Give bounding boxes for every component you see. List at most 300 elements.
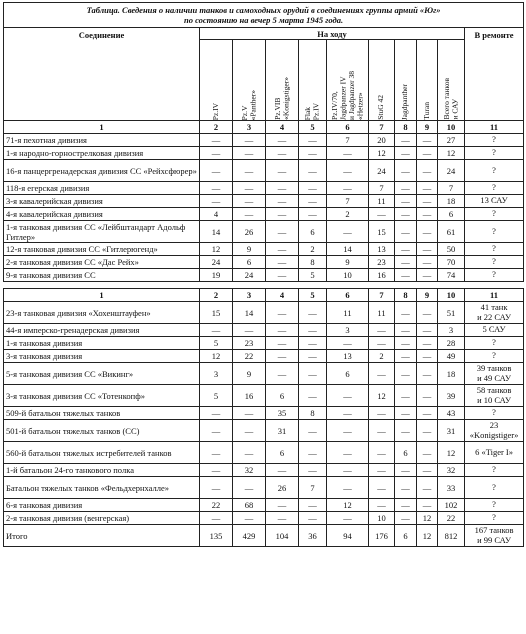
column-index: 9 bbox=[417, 289, 438, 302]
column-index: 7 bbox=[369, 121, 395, 134]
column-index: 11 bbox=[465, 289, 524, 302]
value-cell: — bbox=[266, 160, 299, 182]
value-cell: — bbox=[266, 134, 299, 147]
value-cell: — bbox=[327, 407, 369, 420]
repair-cell: ? bbox=[465, 182, 524, 195]
value-cell: 7 bbox=[327, 134, 369, 147]
column-index: 1 bbox=[4, 289, 200, 302]
value-cell: — bbox=[395, 385, 417, 407]
value-cell: — bbox=[395, 302, 417, 324]
column-header bbox=[299, 40, 327, 121]
value-cell: — bbox=[395, 407, 417, 420]
table-row bbox=[4, 134, 524, 147]
repair-cell: 23 «Konigstiger» bbox=[465, 420, 524, 442]
column-header-label: Всего танков и САУ bbox=[441, 78, 459, 120]
value-cell: — bbox=[369, 324, 395, 337]
value-cell: 22 bbox=[200, 499, 233, 512]
value-cell: — bbox=[369, 442, 395, 464]
value-cell: 7 bbox=[438, 182, 465, 195]
value-cell: — bbox=[369, 477, 395, 499]
column-header-label: Pz.IV/70, Jagdpanzer IV и Jagdpanzer 38 «Hetzer» bbox=[329, 71, 364, 120]
value-cell: 16 bbox=[369, 269, 395, 282]
value-cell: — bbox=[266, 256, 299, 269]
value-cell: — bbox=[200, 407, 233, 420]
unit-name: 1-я танковая дивизия bbox=[4, 337, 200, 350]
table-row bbox=[4, 243, 524, 256]
table-row bbox=[4, 350, 524, 363]
value-cell: 50 bbox=[438, 243, 465, 256]
value-cell: — bbox=[417, 134, 438, 147]
value-cell: 12 bbox=[369, 147, 395, 160]
value-cell: 31 bbox=[266, 420, 299, 442]
repair-cell: ? bbox=[465, 477, 524, 499]
value-cell: 22 bbox=[438, 512, 465, 525]
column-header bbox=[266, 40, 299, 121]
value-cell: 32 bbox=[438, 464, 465, 477]
value-cell: — bbox=[233, 442, 266, 464]
value-cell: — bbox=[395, 337, 417, 350]
unit-name: 2-я танковая дивизия (венгерская) bbox=[4, 512, 200, 525]
value-cell: — bbox=[417, 221, 438, 243]
value-cell: — bbox=[233, 147, 266, 160]
section-spacer bbox=[4, 282, 524, 289]
value-cell: — bbox=[417, 324, 438, 337]
column-header-label: Turan bbox=[421, 102, 431, 120]
repair-cell: ? bbox=[465, 134, 524, 147]
value-cell: 9 bbox=[233, 243, 266, 256]
value-cell: — bbox=[395, 208, 417, 221]
column-index: 1 bbox=[4, 121, 200, 134]
column-index: 5 bbox=[299, 289, 327, 302]
column-header-label: Flak Pz.IV bbox=[303, 102, 321, 120]
value-cell: — bbox=[417, 442, 438, 464]
value-cell: 3 bbox=[327, 324, 369, 337]
value-cell: 23 bbox=[369, 256, 395, 269]
value-cell: 3 bbox=[200, 363, 233, 385]
value-cell: — bbox=[417, 243, 438, 256]
value-cell: — bbox=[200, 442, 233, 464]
value-cell: — bbox=[299, 499, 327, 512]
value-cell: 33 bbox=[438, 477, 465, 499]
value-cell: — bbox=[327, 182, 369, 195]
value-cell: 39 bbox=[438, 385, 465, 407]
value-cell: 12 bbox=[369, 385, 395, 407]
column-index: 10 bbox=[438, 289, 465, 302]
value-cell: — bbox=[266, 499, 299, 512]
value-cell: — bbox=[266, 269, 299, 282]
column-header bbox=[200, 40, 233, 121]
value-cell: 27 bbox=[438, 134, 465, 147]
repair-cell: 39 танков и 49 САУ bbox=[465, 363, 524, 385]
running-header: На ходу bbox=[200, 28, 465, 40]
table-caption bbox=[4, 3, 524, 28]
unit-name: 2-я танковая дивизия СС «Дас Рейх» bbox=[4, 256, 200, 269]
table-row bbox=[4, 147, 524, 160]
value-cell: — bbox=[200, 160, 233, 182]
column-index: 8 bbox=[395, 289, 417, 302]
value-cell: — bbox=[327, 512, 369, 525]
value-cell: 429 bbox=[233, 525, 266, 547]
value-cell: 19 bbox=[200, 269, 233, 282]
value-cell: — bbox=[200, 134, 233, 147]
value-cell: 8 bbox=[299, 407, 327, 420]
value-cell: — bbox=[266, 324, 299, 337]
value-cell: 5 bbox=[200, 385, 233, 407]
value-cell: — bbox=[417, 337, 438, 350]
table-row bbox=[4, 302, 524, 324]
column-index: 6 bbox=[327, 121, 369, 134]
repair-cell: ? bbox=[465, 160, 524, 182]
repair-header: В ремонте bbox=[465, 28, 524, 121]
value-cell: — bbox=[417, 147, 438, 160]
value-cell: — bbox=[299, 512, 327, 525]
repair-cell: ? bbox=[465, 337, 524, 350]
value-cell: 22 bbox=[233, 350, 266, 363]
value-cell: — bbox=[200, 464, 233, 477]
unit-name: 4-я кавалерийская дивизия bbox=[4, 208, 200, 221]
value-cell: 51 bbox=[438, 302, 465, 324]
value-cell: 11 bbox=[369, 302, 395, 324]
unit-name: 560-й батальон тяжелых истребителей танков bbox=[4, 442, 200, 464]
value-cell: — bbox=[395, 195, 417, 208]
table-row bbox=[4, 442, 524, 464]
value-cell: 9 bbox=[233, 363, 266, 385]
value-cell: — bbox=[266, 147, 299, 160]
unit-name: 6-я танковая дивизия bbox=[4, 499, 200, 512]
value-cell: 6 bbox=[299, 221, 327, 243]
value-cell: 12 bbox=[438, 442, 465, 464]
value-cell: — bbox=[369, 337, 395, 350]
value-cell: 26 bbox=[266, 477, 299, 499]
unit-name: 12-я танковая дивизия СС «Гитлерюгенд» bbox=[4, 243, 200, 256]
value-cell: 4 bbox=[200, 208, 233, 221]
column-index-row bbox=[4, 121, 524, 134]
value-cell: 176 bbox=[369, 525, 395, 547]
value-cell: 14 bbox=[233, 302, 266, 324]
value-cell: 11 bbox=[369, 195, 395, 208]
value-cell: — bbox=[299, 195, 327, 208]
value-cell: 2 bbox=[299, 243, 327, 256]
value-cell: — bbox=[233, 477, 266, 499]
value-cell: 6 bbox=[395, 442, 417, 464]
unit-name: 9-я танковая дивизия СС bbox=[4, 269, 200, 282]
value-cell: 12 bbox=[200, 350, 233, 363]
value-cell: — bbox=[299, 302, 327, 324]
value-cell: 14 bbox=[200, 221, 233, 243]
value-cell: — bbox=[233, 324, 266, 337]
repair-cell: ? bbox=[465, 269, 524, 282]
value-cell: 32 bbox=[233, 464, 266, 477]
table-row bbox=[4, 525, 524, 547]
value-cell: 2 bbox=[327, 208, 369, 221]
value-cell: — bbox=[417, 464, 438, 477]
repair-cell: ? bbox=[465, 147, 524, 160]
column-index-row bbox=[4, 289, 524, 302]
table-row bbox=[4, 269, 524, 282]
column-index: 4 bbox=[266, 121, 299, 134]
value-cell: 3 bbox=[438, 324, 465, 337]
unit-name: Батальон тяжелых танков «Фельдхернхалле» bbox=[4, 477, 200, 499]
value-cell: 2 bbox=[369, 350, 395, 363]
value-cell: 49 bbox=[438, 350, 465, 363]
column-header-label: Jagdpanther bbox=[400, 83, 410, 120]
value-cell: — bbox=[327, 420, 369, 442]
column-header bbox=[327, 40, 369, 121]
value-cell: 24 bbox=[233, 269, 266, 282]
value-cell: — bbox=[299, 208, 327, 221]
unit-name: 1-й батальон 24-го танкового полка bbox=[4, 464, 200, 477]
value-cell: — bbox=[327, 160, 369, 182]
value-cell: — bbox=[299, 350, 327, 363]
unit-name: Итого bbox=[4, 525, 200, 547]
value-cell: — bbox=[395, 256, 417, 269]
value-cell: — bbox=[200, 195, 233, 208]
value-cell: 26 bbox=[233, 221, 266, 243]
value-cell: 18 bbox=[438, 195, 465, 208]
table-row bbox=[4, 182, 524, 195]
value-cell: 28 bbox=[438, 337, 465, 350]
value-cell: — bbox=[369, 407, 395, 420]
value-cell: — bbox=[395, 512, 417, 525]
value-cell: 812 bbox=[438, 525, 465, 547]
table-row bbox=[4, 208, 524, 221]
value-cell: — bbox=[395, 269, 417, 282]
repair-cell: 5 САУ bbox=[465, 324, 524, 337]
value-cell: — bbox=[395, 324, 417, 337]
unit-name: 5-я танковая дивизия СС «Викинг» bbox=[4, 363, 200, 385]
value-cell: — bbox=[299, 134, 327, 147]
table-row bbox=[4, 407, 524, 420]
value-cell: — bbox=[266, 182, 299, 195]
repair-cell: 6 «Tiger I» bbox=[465, 442, 524, 464]
table-row bbox=[4, 160, 524, 182]
value-cell: — bbox=[417, 420, 438, 442]
unit-name: 3-я танковая дивизия СС «Тотенкопф» bbox=[4, 385, 200, 407]
value-cell: 18 bbox=[438, 363, 465, 385]
unit-name: 23-я танковая дивизия «Хохенштауфен» bbox=[4, 302, 200, 324]
value-cell: 15 bbox=[200, 302, 233, 324]
repair-cell: ? bbox=[465, 464, 524, 477]
value-cell: — bbox=[200, 147, 233, 160]
value-cell: — bbox=[395, 499, 417, 512]
column-index: 9 bbox=[417, 121, 438, 134]
column-index: 6 bbox=[327, 289, 369, 302]
table-row bbox=[4, 512, 524, 525]
value-cell: 13 bbox=[369, 243, 395, 256]
repair-cell: ? bbox=[465, 350, 524, 363]
value-cell: — bbox=[327, 147, 369, 160]
repair-cell: ? bbox=[465, 208, 524, 221]
value-cell: — bbox=[417, 160, 438, 182]
value-cell: 14 bbox=[327, 243, 369, 256]
value-cell: 12 bbox=[200, 243, 233, 256]
value-cell: — bbox=[395, 477, 417, 499]
value-cell: — bbox=[417, 208, 438, 221]
unit-name: 71-я пехотная дивизия bbox=[4, 134, 200, 147]
unit-name: 118-я егерская дивизия bbox=[4, 182, 200, 195]
value-cell: 13 bbox=[327, 350, 369, 363]
value-cell: — bbox=[395, 147, 417, 160]
column-header-label: Pz.IV bbox=[210, 102, 220, 120]
column-header-label: Pz.V «Panther» bbox=[239, 89, 257, 120]
value-cell: — bbox=[417, 363, 438, 385]
value-cell: — bbox=[369, 420, 395, 442]
value-cell: — bbox=[299, 324, 327, 337]
value-cell: — bbox=[299, 147, 327, 160]
column-header bbox=[438, 40, 465, 121]
value-cell: 20 bbox=[369, 134, 395, 147]
value-cell: 10 bbox=[327, 269, 369, 282]
column-index: 3 bbox=[233, 121, 266, 134]
value-cell: 12 bbox=[417, 525, 438, 547]
repair-cell: ? bbox=[465, 407, 524, 420]
value-cell: 102 bbox=[438, 499, 465, 512]
unit-name: 3-я танковая дивизия bbox=[4, 350, 200, 363]
table-row bbox=[4, 221, 524, 243]
value-cell: — bbox=[327, 464, 369, 477]
value-cell: 15 bbox=[369, 221, 395, 243]
unit-name: 509-й батальон тяжелых танков bbox=[4, 407, 200, 420]
column-index: 3 bbox=[233, 289, 266, 302]
value-cell: — bbox=[266, 363, 299, 385]
repair-cell: ? bbox=[465, 499, 524, 512]
value-cell: 31 bbox=[438, 420, 465, 442]
column-header bbox=[417, 40, 438, 121]
value-cell: — bbox=[417, 256, 438, 269]
value-cell: — bbox=[266, 302, 299, 324]
column-index: 5 bbox=[299, 121, 327, 134]
value-cell: 74 bbox=[438, 269, 465, 282]
value-cell: — bbox=[266, 464, 299, 477]
value-cell: — bbox=[327, 442, 369, 464]
value-cell: 6 bbox=[438, 208, 465, 221]
value-cell: 12 bbox=[417, 512, 438, 525]
value-cell: 61 bbox=[438, 221, 465, 243]
value-cell: — bbox=[299, 337, 327, 350]
value-cell: 7 bbox=[327, 195, 369, 208]
value-cell: 104 bbox=[266, 525, 299, 547]
unit-name: 1-я народно-горнострелковая дивизия bbox=[4, 147, 200, 160]
value-cell: 35 bbox=[266, 407, 299, 420]
column-index: 4 bbox=[266, 289, 299, 302]
value-cell: — bbox=[417, 182, 438, 195]
value-cell: — bbox=[395, 134, 417, 147]
value-cell: — bbox=[299, 464, 327, 477]
repair-cell: ? bbox=[465, 243, 524, 256]
value-cell: — bbox=[200, 420, 233, 442]
value-cell: — bbox=[266, 221, 299, 243]
value-cell: — bbox=[266, 243, 299, 256]
table-row bbox=[4, 385, 524, 407]
value-cell: — bbox=[417, 195, 438, 208]
value-cell: 24 bbox=[369, 160, 395, 182]
value-cell: 12 bbox=[327, 499, 369, 512]
value-cell: — bbox=[417, 302, 438, 324]
value-cell: — bbox=[200, 477, 233, 499]
repair-cell: ? bbox=[465, 221, 524, 243]
value-cell: — bbox=[395, 420, 417, 442]
repair-cell: 13 САУ bbox=[465, 195, 524, 208]
value-cell: — bbox=[299, 385, 327, 407]
column-index: 2 bbox=[200, 121, 233, 134]
table-row bbox=[4, 195, 524, 208]
value-cell: — bbox=[266, 208, 299, 221]
table-row bbox=[4, 324, 524, 337]
value-cell: 6 bbox=[266, 442, 299, 464]
column-index: 8 bbox=[395, 121, 417, 134]
value-cell: 6 bbox=[327, 363, 369, 385]
value-cell: — bbox=[327, 385, 369, 407]
value-cell: — bbox=[417, 499, 438, 512]
value-cell: — bbox=[200, 182, 233, 195]
value-cell: — bbox=[327, 337, 369, 350]
value-cell: — bbox=[417, 477, 438, 499]
unit-name: 501-й батальон тяжелых танков (СС) bbox=[4, 420, 200, 442]
value-cell: — bbox=[417, 385, 438, 407]
value-cell: 11 bbox=[327, 302, 369, 324]
value-cell: 24 bbox=[438, 160, 465, 182]
value-cell: — bbox=[200, 324, 233, 337]
value-cell: — bbox=[266, 350, 299, 363]
value-cell: — bbox=[417, 407, 438, 420]
table-row bbox=[4, 464, 524, 477]
value-cell: 43 bbox=[438, 407, 465, 420]
unit-header: Соединение bbox=[4, 28, 200, 121]
value-cell: — bbox=[233, 195, 266, 208]
value-cell: — bbox=[417, 350, 438, 363]
repair-cell: 58 танков и 10 САУ bbox=[465, 385, 524, 407]
column-index: 11 bbox=[465, 121, 524, 134]
column-header bbox=[369, 40, 395, 121]
unit-name: 44-я имперско-гренадерская дивизия bbox=[4, 324, 200, 337]
value-cell: 7 bbox=[369, 182, 395, 195]
value-cell: — bbox=[299, 420, 327, 442]
value-cell: — bbox=[233, 182, 266, 195]
tank-table bbox=[3, 2, 524, 547]
document-page bbox=[3, 0, 523, 547]
table-row bbox=[4, 337, 524, 350]
column-header bbox=[233, 40, 266, 121]
value-cell: — bbox=[266, 512, 299, 525]
repair-cell: ? bbox=[465, 256, 524, 269]
value-cell: — bbox=[299, 363, 327, 385]
value-cell: — bbox=[299, 182, 327, 195]
value-cell: — bbox=[266, 337, 299, 350]
value-cell: 16 bbox=[233, 385, 266, 407]
value-cell: — bbox=[200, 512, 233, 525]
caption-line-2: по состоянию на вечер 5 марта 1945 года. bbox=[184, 15, 344, 25]
column-header-label: Pz.VIB «Konigstiger» bbox=[272, 77, 290, 120]
repair-cell: 41 танк и 22 САУ bbox=[465, 302, 524, 324]
value-cell: 9 bbox=[327, 256, 369, 269]
value-cell: 68 bbox=[233, 499, 266, 512]
value-cell: 23 bbox=[233, 337, 266, 350]
value-cell: — bbox=[233, 160, 266, 182]
value-cell: — bbox=[369, 363, 395, 385]
table-row bbox=[4, 499, 524, 512]
value-cell: — bbox=[369, 499, 395, 512]
value-cell: 7 bbox=[299, 477, 327, 499]
value-cell: — bbox=[266, 195, 299, 208]
value-cell: — bbox=[299, 442, 327, 464]
table-row bbox=[4, 477, 524, 499]
value-cell: 6 bbox=[395, 525, 417, 547]
unit-name: 3-я кавалерийская дивизия bbox=[4, 195, 200, 208]
value-cell: 24 bbox=[200, 256, 233, 269]
value-cell: — bbox=[369, 464, 395, 477]
value-cell: 8 bbox=[299, 256, 327, 269]
value-cell: — bbox=[395, 243, 417, 256]
